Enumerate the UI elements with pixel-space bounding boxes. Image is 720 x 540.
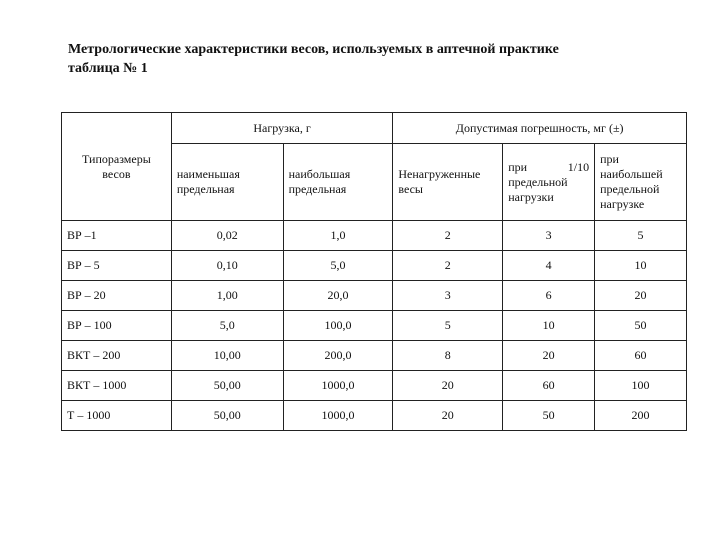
table-cell: 5,0 — [171, 311, 283, 341]
table-cell: 100 — [595, 371, 687, 401]
table-cell: 50 — [503, 401, 595, 431]
row-type-cell: ВР – 100 — [62, 311, 172, 341]
table-cell: 20 — [503, 341, 595, 371]
table-body — [62, 221, 687, 431]
header-row-1 — [62, 113, 687, 144]
table-cell: 20 — [393, 401, 503, 431]
table-cell: 3 — [503, 221, 595, 251]
table-row — [62, 221, 687, 251]
table-cell: 4 — [503, 251, 595, 281]
header-load-group: Нагрузка, г — [171, 113, 393, 144]
table-cell: 10 — [595, 251, 687, 281]
table-cell: 6 — [503, 281, 595, 311]
row-type-cell: Т – 1000 — [62, 401, 172, 431]
table-cell: 50,00 — [171, 371, 283, 401]
row-type-cell: ВКТ – 200 — [62, 341, 172, 371]
table-cell: 1,0 — [283, 221, 393, 251]
title-line-2: таблица № 1 — [68, 61, 148, 76]
header-tenth-b: 1/10 — [567, 159, 590, 174]
title-line-1: Метрологические характеристики весов, используемых в аптечной практике — [68, 42, 559, 57]
table-cell: 3 — [393, 281, 503, 311]
table-row — [62, 281, 687, 311]
document-title — [68, 40, 559, 78]
table-row — [62, 251, 687, 281]
header-tenth-a: при — [508, 159, 528, 174]
table-cell: 5 — [393, 311, 503, 341]
table-cell: 20,0 — [283, 281, 393, 311]
table-cell: 5,0 — [283, 251, 393, 281]
table-cell: 0,10 — [171, 251, 283, 281]
table-row — [62, 341, 687, 371]
scales-characteristics-table — [61, 112, 687, 431]
row-type-cell: ВКТ – 1000 — [62, 371, 172, 401]
header-max-load: наибольшая предельная — [283, 144, 393, 221]
header-types: Типоразмеры весов — [62, 113, 172, 221]
table-cell: 20 — [595, 281, 687, 311]
table-cell: 200,0 — [283, 341, 393, 371]
table-cell: 1000,0 — [283, 401, 393, 431]
header-tenth-line — [508, 160, 589, 175]
row-type-cell: ВР –1 — [62, 221, 172, 251]
header-tenth-load — [503, 144, 595, 221]
header-unloaded: Ненагруженные весы — [393, 144, 503, 221]
table-cell: 60 — [595, 341, 687, 371]
header-min-load: наименьшая предельная — [171, 144, 283, 221]
table-cell: 100,0 — [283, 311, 393, 341]
row-type-cell: ВР – 20 — [62, 281, 172, 311]
header-error-group: Допустимая погрешность, мг (±) — [393, 113, 687, 144]
table-cell: 20 — [393, 371, 503, 401]
table-cell: 8 — [393, 341, 503, 371]
table-cell: 50 — [595, 311, 687, 341]
table-row — [62, 311, 687, 341]
table-cell: 10 — [503, 311, 595, 341]
row-type-cell: ВР – 5 — [62, 251, 172, 281]
table-cell: 50,00 — [171, 401, 283, 431]
table-cell: 2 — [393, 251, 503, 281]
table-cell: 5 — [595, 221, 687, 251]
table-cell: 0,02 — [171, 221, 283, 251]
table-cell: 1000,0 — [283, 371, 393, 401]
table-cell: 1,00 — [171, 281, 283, 311]
table-cell: 10,00 — [171, 341, 283, 371]
header-tenth-c: предельной нагрузки — [508, 174, 568, 204]
table-row — [62, 371, 687, 401]
table-cell: 2 — [393, 221, 503, 251]
table-cell: 200 — [595, 401, 687, 431]
table-cell: 60 — [503, 371, 595, 401]
table-row — [62, 401, 687, 431]
header-max-error: при наибольшей предельной нагрузке — [595, 144, 687, 221]
